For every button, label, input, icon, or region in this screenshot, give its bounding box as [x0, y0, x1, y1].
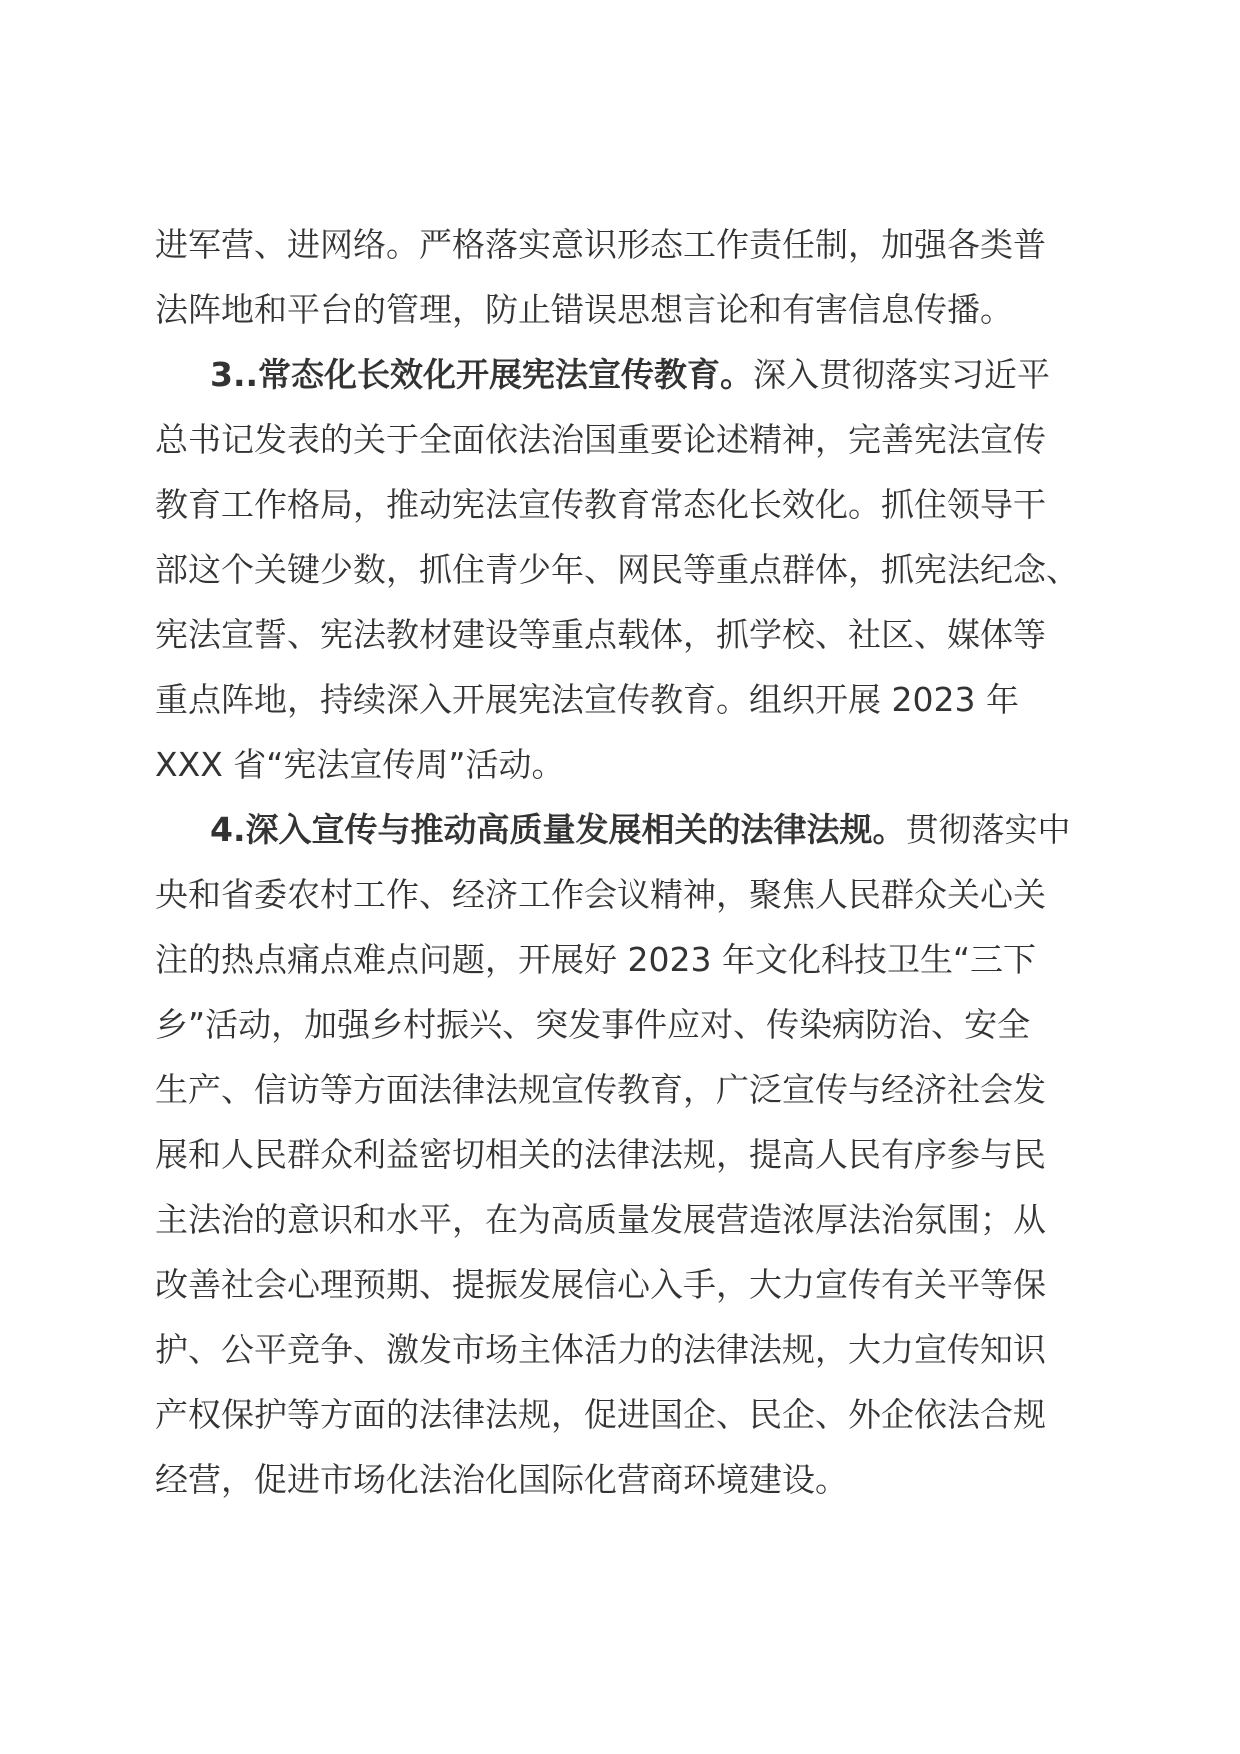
section-4-heading: 4.深入宣传与推动高质量发展相关的法律法规。: [210, 810, 906, 849]
text-line: [155, 1317, 1090, 1382]
text-line: [155, 1122, 1090, 1187]
section-3-heading-line: [155, 342, 1090, 407]
text-line: [155, 1187, 1090, 1252]
text-line: [155, 927, 1090, 992]
line-text: 央和省委农村工作、经济工作会议精神，聚焦人民群众关心关: [155, 875, 1046, 914]
line-text: 贯彻落实中: [905, 810, 1071, 849]
line-text: 乡”活动，加强乡村振兴、突发事件应对、传染病防治、安全: [155, 1005, 1031, 1044]
line-text: 护、公平竞争、激发市场主体活力的法律法规，大力宣传知识: [155, 1330, 1046, 1369]
section-4-heading-line: [155, 797, 1090, 862]
text-line: [155, 992, 1090, 1057]
line-text: 展和人民群众利益密切相关的法律法规，提高人民有序参与民: [155, 1135, 1046, 1174]
line-text: 改善社会心理预期、提振发展信心入手，大力宣传有关平等保: [155, 1265, 1046, 1304]
line-text: 重点阵地，持续深入开展宪法宣传教育。组织开展 2023 年: [155, 680, 1019, 719]
text-line: [155, 212, 1090, 277]
line-text: 深入贯彻落实习近平: [753, 355, 1051, 394]
line-text: 注的热点痛点难点问题，开展好 2023 年文化科技卫生“三下: [155, 940, 1037, 979]
text-line: [155, 667, 1090, 732]
text-line: [155, 1382, 1090, 1447]
line-text: XXX 省“宪法宣传周”活动。: [155, 745, 565, 784]
line-text: 经营，促进市场化法治化国际化营商环境建设。: [155, 1460, 848, 1499]
line-text: 宪法宣誓、宪法教材建设等重点载体，抓学校、社区、媒体等: [155, 615, 1046, 654]
text-line: [155, 537, 1090, 602]
document-body: [155, 212, 1090, 1512]
text-line: [155, 472, 1090, 537]
text-line: [155, 602, 1090, 667]
line-text: 产权保护等方面的法律法规，促进国企、民企、外企依法合规: [155, 1395, 1046, 1434]
text-line: [155, 1252, 1090, 1317]
section-3-heading: 3..常态化长效化开展宪法宣传教育。: [210, 355, 754, 394]
line-text: 主法治的意识和水平，在为高质量发展营造浓厚法治氛围；从: [155, 1200, 1046, 1239]
text-line: [155, 407, 1090, 472]
line-text: 教育工作格局，推动宪法宣传教育常态化长效化。抓住领导干: [155, 485, 1046, 524]
text-line: [155, 1447, 1090, 1512]
text-line: [155, 862, 1090, 927]
line-text: 法阵地和平台的管理，防止错误思想言论和有害信息传播。: [155, 290, 1013, 329]
text-line: [155, 732, 1090, 797]
text-line: [155, 277, 1090, 342]
line-text: 总书记发表的关于全面依法治国重要论述精神，完善宪法宣传: [155, 420, 1046, 459]
line-text: 部这个关键少数，抓住青少年、网民等重点群体，抓宪法纪念、: [155, 550, 1079, 589]
text-line: [155, 1057, 1090, 1122]
line-text: 生产、信访等方面法律法规宣传教育，广泛宣传与经济社会发: [155, 1070, 1046, 1109]
line-text: 进军营、进网络。严格落实意识形态工作责任制，加强各类普: [155, 225, 1046, 264]
